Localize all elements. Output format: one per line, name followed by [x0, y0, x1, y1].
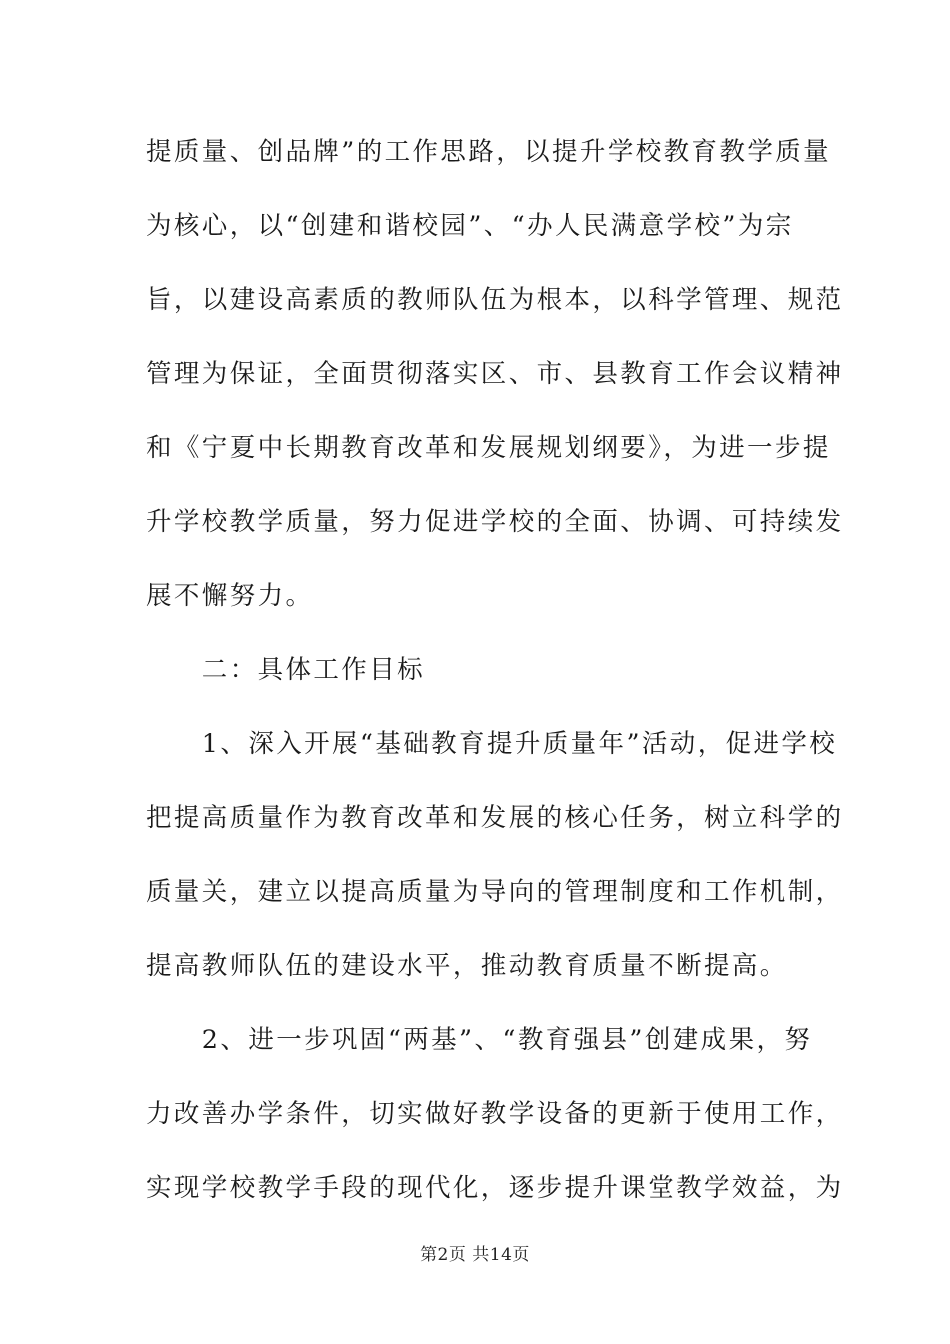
text-line: 管理为保证，全面贯彻落实区、市、县教育工作会议精神 — [146, 359, 844, 389]
text-line: 为核心，以“创建和谐校园”、“办人民满意学校”为宗 — [146, 211, 794, 241]
text-line: 把提高质量作为教育改革和发展的核心任务，树立科学的 — [146, 803, 844, 833]
text-line: 力改善办学条件，切实做好教学设备的更新于使用工作， — [146, 1099, 844, 1129]
text-line: 1、深入开展“基础教育提升质量年”活动，促进学校 — [146, 729, 838, 759]
text-line: 实现学校教学手段的现代化，逐步提升课堂教学效益，为 — [146, 1173, 844, 1203]
section-heading: 二：具体工作目标 — [146, 655, 426, 685]
text-line: 旨，以建设高素质的教师队伍为根本，以科学管理、规范 — [146, 285, 844, 315]
text-line: 升学校教学质量，努力促进学校的全面、协调、可持续发 — [146, 507, 844, 537]
text-line: 展不懈努力。 — [146, 581, 314, 611]
text-line: 2、进一步巩固“两基”、“教育强县”创建成果，努 — [146, 1025, 813, 1055]
page-number-footer: 第2页 共14页 — [420, 1245, 530, 1265]
text-line: 和《宁夏中长期教育改革和发展规划纲要》，为进一步提 — [146, 433, 831, 463]
body-text — [146, 128, 844, 1238]
text-line: 提质量、创品牌”的工作思路，以提升学校教育教学质量 — [146, 137, 832, 167]
text-line: 质量关，建立以提高质量为导向的管理制度和工作机制， — [146, 877, 844, 907]
text-line: 提高教师队伍的建设水平，推动教育质量不断提高。 — [146, 951, 788, 981]
